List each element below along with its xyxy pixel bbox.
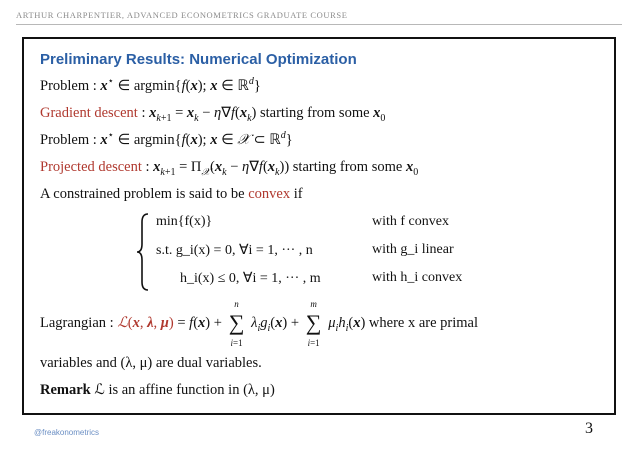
condition-h-convex: with h_i convex: [372, 270, 463, 285]
equality-constraint: g_i(x) = 0, ∀i = 1, ··· , n: [175, 243, 313, 258]
constraint-system: [136, 212, 598, 292]
system-row-inequality: h_i(x) ≤ 0, ∀i = 1, ··· , m: [180, 271, 321, 286]
header-course-title: ARTHUR CHARPENTIER, ADVANCED ECONOMETRICS GRADUATE COURSE: [16, 10, 348, 20]
lagrangian-tail: where x are primal: [365, 314, 479, 331]
convex-end-text: if: [290, 186, 303, 202]
gradient-tail: starting from some: [256, 105, 374, 121]
sum-symbol-lambda: n ∑ i=1: [228, 299, 245, 348]
projected-tail: starting from some: [289, 159, 406, 175]
convex-intro-text: A constrained problem is said to be: [40, 186, 249, 202]
lagrangian-label: Lagrangian :: [40, 314, 118, 331]
remark-line: [40, 381, 598, 399]
lagrangian-line: Lagrangian : ℒ(x, λ, μ) = f(x) + n ∑ i=1 $\lambda_ig_i(x)$ + m ∑ i=1 $\mu_ih_i(x)$ where x are primal: [40, 299, 479, 348]
gradient-descent-label: Gradient descent: [40, 105, 138, 121]
gradient-descent-line: Gradient descent : $x_{k+1} = x_k - \eta\nabla f(x_k)$ starting from some $x_0$: [40, 105, 386, 124]
problem-unconstrained: Problem : x⋆ ∈ argmin{f(x); x ∈ ℝ$^d$}: [40, 76, 261, 94]
st-prefix: s.t.: [156, 243, 173, 258]
slide-title: Preliminary Results: Numerical Optimization: [40, 51, 357, 68]
condition-g-linear: with g_i linear: [372, 242, 454, 257]
problem-label: Problem :: [40, 78, 101, 94]
header-divider: [16, 24, 622, 25]
convex-definition-intro: [40, 185, 598, 203]
projected-descent-label: Projected descent: [40, 159, 142, 175]
footer-twitter-handle: @freakonometrics: [34, 428, 100, 437]
left-brace-icon: [136, 212, 150, 292]
slide-frame: [22, 37, 616, 415]
page-number: 3: [585, 420, 593, 437]
lagrangian-continuation: variables and (λ, μ) are dual variables.: [40, 355, 262, 371]
problem-label-2: Problem :: [40, 132, 101, 148]
remark-text: ℒ is an affine function in (λ, μ): [94, 382, 275, 398]
system-row-objective: min{f(x)}: [156, 214, 213, 229]
sum-symbol-mu: m ∑ i=1: [305, 299, 322, 348]
convex-word: convex: [248, 186, 291, 202]
projected-descent-line: Projected descent : $x_{k+1} = \Pi_𝒳(x_k - \eta\nabla f(x_k))$ starting from some $x_0$: [40, 159, 419, 178]
condition-f-convex: with f convex: [372, 214, 449, 229]
remark-label: Remark: [40, 382, 91, 398]
system-row-equality: [156, 242, 313, 260]
problem-constrained: Problem : x⋆ ∈ argmin{f(x); x ∈ 𝒳 ⊂ ℝ$^d$}: [40, 130, 293, 148]
